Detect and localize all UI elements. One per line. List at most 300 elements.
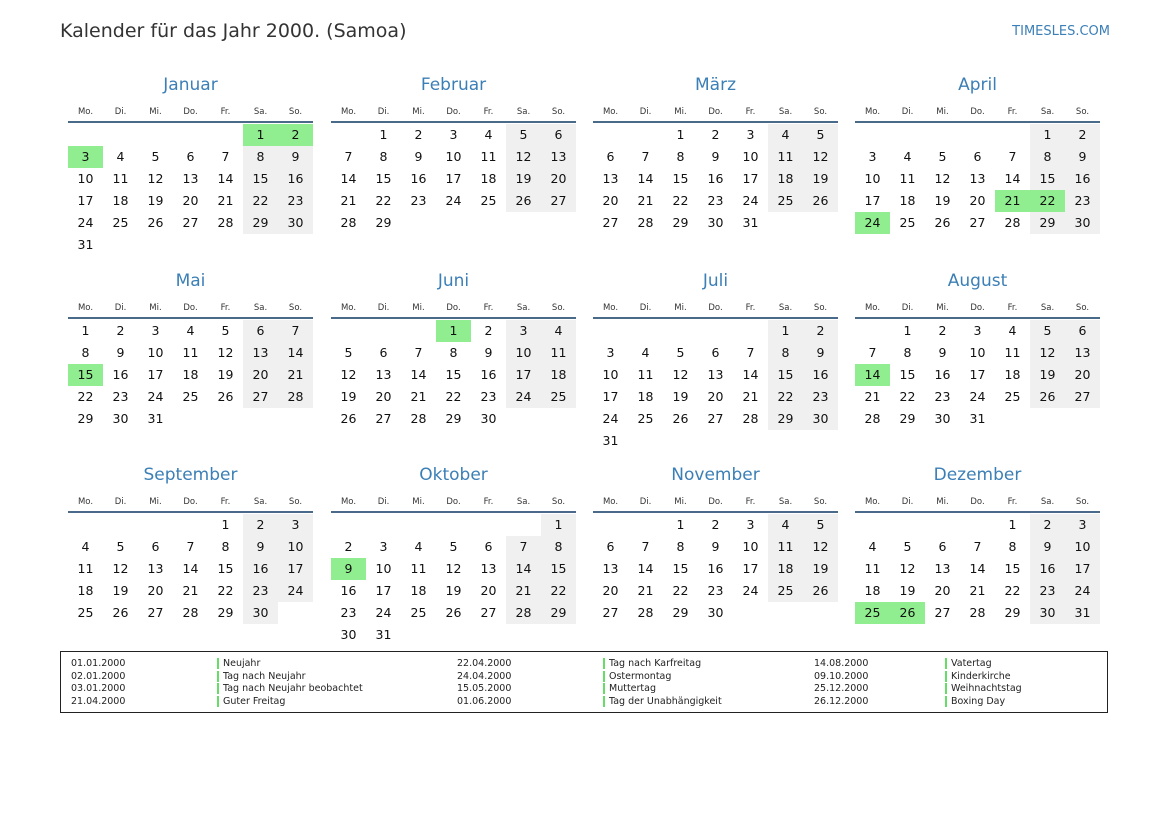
day-cell: 9 [938,345,947,360]
day-cell: 4 [186,323,195,338]
weekday-label: Sa. [1040,496,1055,507]
day-cell: 12 [803,146,838,168]
weekday-label: Mi. [936,302,949,313]
day-cell: 9 [414,149,423,164]
day-cell: 13 [934,561,951,576]
day-cell: 12 [506,146,541,168]
day-cell: 6 [973,149,982,164]
weekday-label: Do. [183,302,198,313]
day-cell: 6 [151,539,160,554]
weekday-row [855,493,1100,510]
day-cell: 6 [938,539,947,554]
day-cell-holiday: 15 [68,364,103,386]
day-cell: 30 [934,411,951,426]
day-cell: 9 [116,345,125,360]
day-cell-holiday: 21 [995,190,1030,212]
day-empty [366,320,401,342]
day-cell: 16 [340,583,357,598]
page-title: Kalender für das Jahr 2000. (Samoa) [60,20,407,42]
day-grid [593,320,838,452]
legend-date: 14.08.2000 [814,658,869,669]
weekday-label: Di. [639,106,652,117]
day-cell: 23 [340,605,357,620]
day-empty [68,514,103,536]
day-cell-holiday: 2 [278,124,313,146]
day-empty [733,320,768,342]
day-cell: 11 [1004,345,1021,360]
month-11 [855,463,1100,624]
day-cell: 11 [899,171,916,186]
day-cell: 8 [221,539,230,554]
month-0 [68,73,313,256]
day-cell: 4 [484,127,493,142]
day-cell: 2 [344,539,353,554]
month-title: Juni [437,271,470,291]
weekday-label: Mi. [149,302,162,313]
day-cell: 11 [480,149,497,164]
day-cell: 11 [410,561,427,576]
weekday-label: Mo. [864,106,881,117]
day-cell: 14 [410,367,427,382]
day-cell: 11 [637,367,654,382]
day-cell: 18 [1004,367,1021,382]
day-cell: 4 [1008,323,1017,338]
day-cell: 18 [112,193,129,208]
day-cell-holiday: 25 [855,602,890,624]
weekday-label: Do. [970,302,985,313]
day-cell: 10 [742,149,759,164]
day-cell: 26 [112,605,129,620]
day-cell: 8 [449,345,458,360]
weekday-label: So. [1075,106,1090,117]
weekday-row [68,103,313,120]
day-cell: 5 [903,539,912,554]
day-cell: 6 [484,539,493,554]
weekday-label: Mi. [149,496,162,507]
weekday-label: Sa. [778,106,793,117]
day-cell: 14 [742,367,759,382]
weekday-label: Fr. [220,302,231,313]
weekday-label: Sa. [516,496,531,507]
day-cell: 13 [602,561,619,576]
day-cell: 9 [243,536,278,558]
day-cell: 5 [116,539,125,554]
day-cell: 29 [243,212,278,234]
day-cell: 1 [379,127,388,142]
day-cell: 21 [506,580,541,602]
legend-holiday-name: Guter Freitag [217,695,285,708]
legend-date: 26.12.2000 [814,696,869,708]
day-cell: 8 [81,345,90,360]
day-cell: 27 [707,411,724,426]
day-cell: 5 [151,149,160,164]
day-cell: 19 [445,583,462,598]
weekday-label: Mi. [149,106,162,117]
day-grid [331,124,576,234]
day-cell: 21 [742,389,759,404]
month-divider [593,317,838,319]
weekday-label: Mo. [602,496,619,507]
day-cell: 26 [803,190,838,212]
day-cell: 21 [340,193,357,208]
day-cell: 25 [768,580,803,602]
weekday-label: Do. [446,106,461,117]
day-cell: 16 [480,367,497,382]
day-cell: 29 [541,602,576,624]
day-cell: 15 [375,171,392,186]
day-cell: 28 [1004,215,1021,230]
day-cell-holiday: 1 [243,124,278,146]
day-cell: 26 [340,411,357,426]
weekday-label: Do. [708,496,723,507]
weekday-label: Mi. [936,106,949,117]
day-cell: 29 [672,605,689,620]
weekday-label: Do. [446,496,461,507]
day-cell: 15 [672,171,689,186]
day-cell: 26 [1030,386,1065,408]
day-cell: 10 [864,171,881,186]
day-cell: 12 [340,367,357,382]
day-cell: 25 [77,605,94,620]
day-cell: 6 [379,345,388,360]
day-cell: 4 [768,514,803,536]
day-cell: 7 [1008,149,1017,164]
day-cell: 4 [641,345,650,360]
day-cell: 26 [803,580,838,602]
day-cell: 18 [541,364,576,386]
weekday-label: Do. [970,106,985,117]
day-cell: 28 [637,215,654,230]
day-cell: 8 [903,345,912,360]
day-cell: 25 [899,215,916,230]
day-cell: 20 [602,193,619,208]
day-cell: 10 [742,539,759,554]
weekday-label: Di. [901,496,914,507]
day-cell: 2 [803,320,838,342]
day-cell: 31 [1065,602,1100,624]
weekday-label: Fr. [483,496,494,507]
day-cell: 24 [1065,580,1100,602]
day-cell: 21 [864,389,881,404]
day-cell: 8 [768,342,803,364]
month-10 [593,463,838,624]
day-cell: 15 [672,561,689,576]
weekday-row [855,299,1100,316]
day-cell: 24 [969,389,986,404]
legend-date: 03.01.2000 [71,683,126,695]
month-9 [331,463,576,646]
day-cell: 13 [969,171,986,186]
day-cell: 1 [541,514,576,536]
day-grid [68,514,313,624]
day-empty [628,124,663,146]
legend-date: 22.04.2000 [457,658,512,669]
day-cell: 2 [116,323,125,338]
day-cell: 30 [1030,602,1065,624]
month-6 [593,269,838,452]
day-cell: 9 [711,149,720,164]
weekday-row [331,103,576,120]
day-cell: 27 [934,605,951,620]
day-cell: 27 [1065,386,1100,408]
weekday-label: Mo. [602,106,619,117]
day-cell: 28 [340,215,357,230]
day-cell: 4 [768,124,803,146]
day-empty [855,320,890,342]
weekday-label: Mi. [674,496,687,507]
weekday-label: So. [1075,302,1090,313]
weekday-label: Fr. [483,302,494,313]
weekday-label: Do. [708,106,723,117]
weekday-label: Mi. [412,496,425,507]
day-cell: 29 [77,411,94,426]
day-cell: 2 [711,517,720,532]
day-empty [103,124,138,146]
day-grid [68,124,313,256]
month-title: Dezember [933,465,1022,485]
month-7 [855,269,1100,430]
weekday-label: Fr. [1007,496,1018,507]
weekday-label: Fr. [220,496,231,507]
weekday-label: Mo. [77,302,94,313]
day-cell-holiday: 14 [855,364,890,386]
day-empty [855,514,890,536]
day-cell: 18 [899,193,916,208]
day-cell: 30 [707,215,724,230]
weekday-label: Fr. [1007,302,1018,313]
weekday-label: Di. [377,496,390,507]
day-cell: 6 [606,539,615,554]
month-title: Juli [702,271,729,291]
month-3 [855,73,1100,234]
weekday-label: Fr. [483,106,494,117]
day-empty [173,514,208,536]
day-cell: 28 [742,411,759,426]
weekday-label: Fr. [220,106,231,117]
day-cell: 22 [672,193,689,208]
weekday-row [855,103,1100,120]
day-cell: 7 [641,539,650,554]
day-cell: 18 [480,171,497,186]
day-cell: 26 [934,215,951,230]
day-cell: 10 [147,345,164,360]
weekday-label: Di. [114,496,127,507]
month-title: November [671,465,760,485]
day-cell: 23 [278,190,313,212]
day-empty [890,124,925,146]
day-cell: 18 [637,389,654,404]
day-cell: 8 [541,536,576,558]
day-cell: 21 [217,193,234,208]
day-cell: 17 [506,364,541,386]
day-cell: 3 [379,539,388,554]
day-empty [593,320,628,342]
weekday-label: Sa. [1040,106,1055,117]
day-cell: 23 [243,580,278,602]
legend-date: 01.01.2000 [71,658,126,669]
day-cell: 11 [541,342,576,364]
day-cell: 25 [637,411,654,426]
day-cell: 24 [375,605,392,620]
day-cell: 9 [803,342,838,364]
day-cell: 23 [707,583,724,598]
day-cell: 30 [1065,212,1100,234]
day-cell: 18 [768,558,803,580]
day-cell: 19 [217,367,234,382]
day-cell: 30 [480,411,497,426]
day-cell: 17 [278,558,313,580]
weekday-label: Sa. [778,302,793,313]
day-cell: 3 [278,514,313,536]
month-title: Oktober [419,465,488,485]
day-cell: 19 [934,193,951,208]
day-cell: 10 [602,367,619,382]
day-cell: 17 [742,171,759,186]
day-cell: 11 [768,536,803,558]
day-cell: 10 [278,536,313,558]
day-cell: 20 [707,389,724,404]
legend-date: 09.10.2000 [814,670,869,682]
month-divider [68,511,313,513]
day-cell: 19 [1030,364,1065,386]
day-cell: 28 [864,411,881,426]
day-cell: 4 [868,539,877,554]
day-cell: 20 [182,193,199,208]
day-cell: 14 [506,558,541,580]
day-cell: 30 [707,605,724,620]
day-cell: 21 [637,583,654,598]
day-cell: 29 [445,411,462,426]
day-cell: 25 [1004,389,1021,404]
day-cell: 21 [410,389,427,404]
day-cell: 28 [506,602,541,624]
weekday-label: Di. [901,302,914,313]
day-cell: 23 [112,389,129,404]
weekday-label: Fr. [1007,106,1018,117]
day-cell: 22 [445,389,462,404]
day-cell: 25 [541,386,576,408]
day-cell: 24 [445,193,462,208]
day-cell: 27 [182,215,199,230]
day-cell: 25 [112,215,129,230]
day-cell: 19 [147,193,164,208]
weekday-label: Do. [446,302,461,313]
weekday-label: Mi. [674,106,687,117]
weekday-label: So. [551,302,566,313]
day-cell: 3 [506,320,541,342]
day-cell: 4 [541,320,576,342]
day-cell: 28 [278,386,313,408]
day-cell: 5 [344,345,353,360]
day-cell: 13 [147,561,164,576]
weekday-label: Di. [639,302,652,313]
day-cell: 13 [707,367,724,382]
weekday-label: Di. [901,106,914,117]
day-cell: 17 [77,193,94,208]
day-cell: 27 [541,190,576,212]
day-cell: 5 [803,124,838,146]
legend-holiday-name: Ostermontag [603,670,671,683]
day-cell: 27 [602,215,619,230]
day-cell: 20 [541,168,576,190]
month-5 [331,269,576,430]
day-empty [890,514,925,536]
day-cell-holiday: 24 [855,212,890,234]
day-cell: 29 [899,411,916,426]
legend-holiday-name: Tag nach Neujahr beobachtet [217,682,363,695]
day-cell: 22 [899,389,916,404]
day-cell: 30 [243,602,278,624]
weekday-label: So. [813,302,828,313]
month-title: Januar [163,75,218,95]
day-cell: 2 [1030,514,1065,536]
legend-date: 25.12.2000 [814,683,869,695]
weekday-label: Mo. [340,106,357,117]
day-cell: 19 [340,389,357,404]
day-cell: 15 [217,561,234,576]
site-link[interactable]: TIMESLES.COM [1012,24,1110,39]
day-cell: 12 [147,171,164,186]
day-cell: 14 [340,171,357,186]
weekday-label: Do. [708,302,723,313]
legend-holiday-name: Kinderkirche [945,670,1011,683]
day-cell: 17 [602,389,619,404]
day-cell: 15 [768,364,803,386]
day-cell: 6 [606,149,615,164]
day-cell: 22 [375,193,392,208]
day-cell: 7 [973,539,982,554]
day-cell: 8 [1008,539,1017,554]
month-divider [593,121,838,123]
weekday-label: Mi. [674,302,687,313]
day-cell: 20 [1065,364,1100,386]
month-4 [68,269,313,430]
legend-holiday-name: Vatertag [945,657,992,670]
day-cell: 9 [1030,536,1065,558]
day-cell: 22 [541,580,576,602]
weekday-label: Sa. [253,302,268,313]
legend-date: 02.01.2000 [71,670,126,682]
day-cell: 18 [182,367,199,382]
day-grid [331,514,576,646]
day-cell: 10 [506,342,541,364]
day-cell: 22 [77,389,94,404]
day-cell: 24 [742,583,759,598]
day-empty [103,514,138,536]
day-cell: 29 [1004,605,1021,620]
day-cell: 15 [1030,168,1065,190]
day-empty [995,124,1030,146]
month-2 [593,73,838,234]
legend-date: 24.04.2000 [457,670,512,682]
day-cell: 8 [676,539,685,554]
day-empty [436,514,471,536]
day-cell: 22 [217,583,234,598]
month-divider [68,317,313,319]
day-cell: 1 [768,320,803,342]
day-empty [925,514,960,536]
weekday-label: Do. [970,496,985,507]
day-cell: 2 [1065,124,1100,146]
day-cell: 24 [742,193,759,208]
day-cell: 1 [1030,124,1065,146]
weekday-row [593,299,838,316]
day-cell: 26 [147,215,164,230]
day-cell: 23 [803,386,838,408]
day-cell-holiday: 1 [436,320,471,342]
day-cell: 14 [217,171,234,186]
day-cell: 25 [480,193,497,208]
